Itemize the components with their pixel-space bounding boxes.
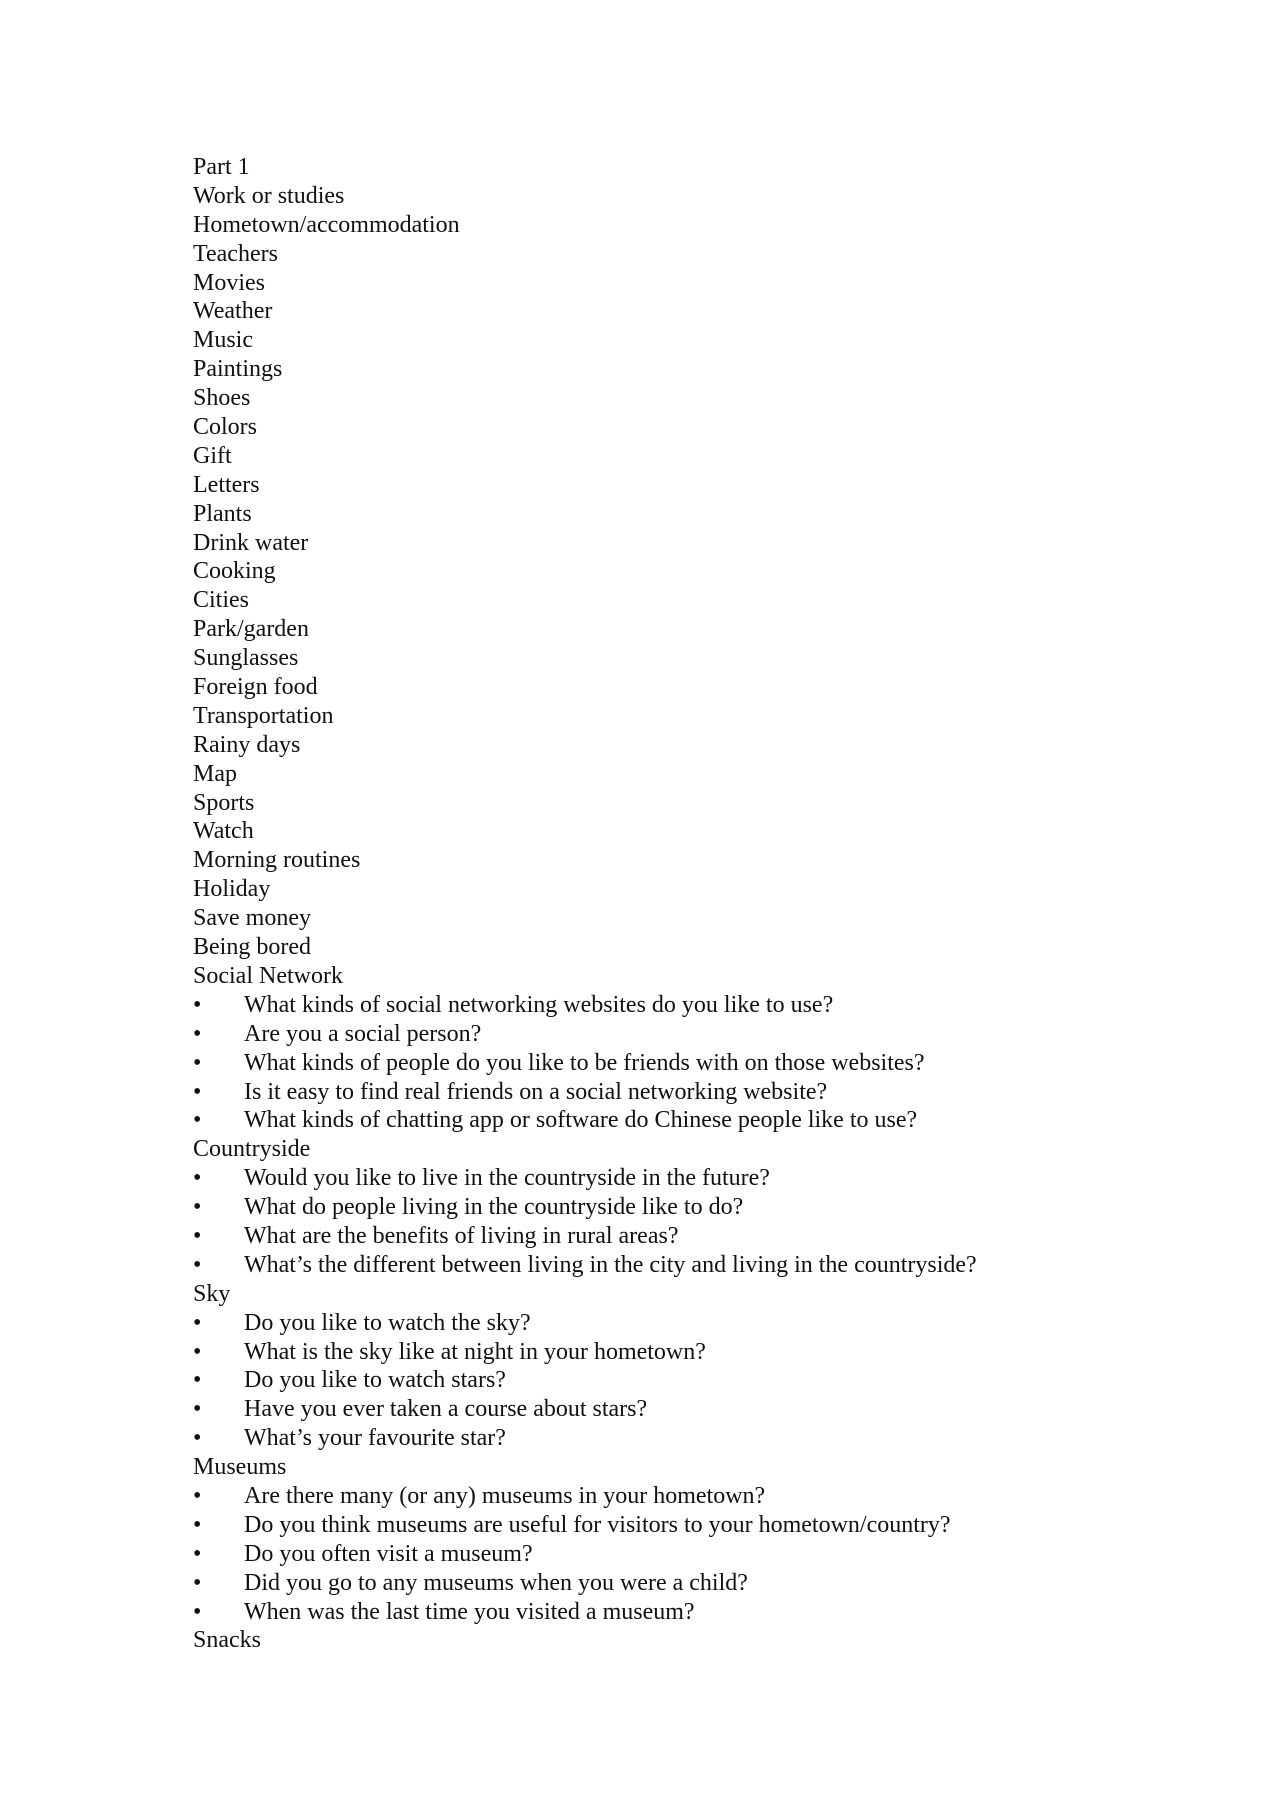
section-heading: Snacks (193, 1627, 261, 1654)
bullet-icon: • (193, 1569, 202, 1596)
question-item (193, 1395, 1193, 1424)
question-item (193, 1251, 1193, 1280)
question-text: What is the sky like at night in your hometown? (244, 1338, 706, 1365)
topic-item: Rainy days (193, 731, 301, 758)
topic-item: Being bored (193, 934, 311, 961)
topic-item: Cities (193, 587, 250, 614)
question-item (193, 1540, 1193, 1569)
question-text: Is it easy to find real friends on a social networking website? (244, 1078, 828, 1105)
question-item (193, 1569, 1193, 1598)
question-item (193, 1424, 1193, 1453)
topic-item: Weather (193, 298, 273, 325)
bullet-icon: • (193, 1511, 202, 1538)
topic-item: Work or studies (193, 182, 345, 209)
question-item (193, 1049, 1193, 1078)
topic-item: Sunglasses (193, 645, 299, 672)
topic-item: Map (193, 760, 237, 787)
section (193, 1453, 1193, 1626)
question-text: Do you like to watch the sky? (244, 1309, 531, 1336)
bullet-icon: • (193, 1598, 202, 1625)
topic-item: Gift (193, 442, 232, 469)
topic-item: Foreign food (193, 674, 318, 701)
question-item (193, 991, 1193, 1020)
bullet-icon: • (193, 1309, 202, 1336)
bullet-icon: • (193, 1078, 202, 1105)
section-heading: Museums (193, 1454, 287, 1481)
question-text: What kinds of people do you like to be friends with on those websites? (244, 1049, 925, 1076)
topic-item: Letters (193, 471, 260, 498)
bullet-icon: • (193, 1396, 202, 1423)
section (193, 962, 1193, 1135)
question-text: What do people living in the countryside like to do? (244, 1194, 744, 1221)
question-item (193, 1193, 1193, 1222)
topic-item: Colors (193, 414, 258, 441)
topic-list (193, 182, 1193, 962)
question-text: What kinds of social networking websites do you like to use? (244, 991, 834, 1018)
question-text: What are the benefits of living in rural areas? (244, 1222, 679, 1249)
bullet-icon: • (193, 1194, 202, 1221)
topic-item: Transportation (193, 702, 334, 729)
question-item (193, 1078, 1193, 1107)
topic-item: Movies (193, 269, 265, 296)
bullet-icon: • (193, 1165, 202, 1192)
question-item (193, 1106, 1193, 1135)
question-sections (193, 962, 1193, 1655)
topic-item: Cooking (193, 558, 276, 585)
bullet-icon: • (193, 1425, 202, 1452)
topic-item: Watch (193, 818, 254, 845)
question-text: Are there many (or any) museums in your hometown? (244, 1482, 766, 1509)
question-item (193, 1338, 1193, 1367)
question-item (193, 1020, 1193, 1049)
topic-item: Save money (193, 905, 311, 932)
bullet-icon: • (193, 1540, 202, 1567)
bullet-icon: • (193, 1222, 202, 1249)
question-item (193, 1366, 1193, 1395)
section-heading: Countryside (193, 1136, 311, 1163)
question-text: Are you a social person? (244, 1020, 482, 1047)
topic-item: Shoes (193, 385, 251, 412)
topic-item: Teachers (193, 240, 278, 267)
topic-item: Plants (193, 500, 252, 527)
topic-item: Sports (193, 789, 255, 816)
question-text: Do you often visit a museum? (244, 1540, 533, 1567)
bullet-icon: • (193, 1049, 202, 1076)
question-text: Would you like to live in the countryside in the future? (244, 1165, 770, 1192)
question-text: Did you go to any museums when you were a child? (244, 1569, 748, 1596)
topic-item: Music (193, 327, 253, 354)
bullet-icon: • (193, 1251, 202, 1278)
section-heading: Sky (193, 1280, 231, 1307)
question-item (193, 1511, 1193, 1540)
question-text: When was the last time you visited a museum? (244, 1598, 695, 1625)
question-item (193, 1222, 1193, 1251)
section (193, 1135, 1193, 1279)
question-item (193, 1482, 1193, 1511)
bullet-icon: • (193, 1020, 202, 1047)
topic-item: Park/garden (193, 616, 309, 643)
question-text: Have you ever taken a course about stars? (244, 1396, 648, 1423)
topic-item: Paintings (193, 356, 283, 383)
bullet-icon: • (193, 1367, 202, 1394)
question-item (193, 1309, 1193, 1338)
topic-item: Morning routines (193, 847, 361, 874)
section (193, 1280, 1193, 1453)
question-item (193, 1164, 1193, 1193)
bullet-icon: • (193, 991, 202, 1018)
bullet-icon: • (193, 1338, 202, 1365)
question-text: What’s the different between living in the city and living in the countryside? (244, 1251, 977, 1278)
question-item (193, 1598, 1193, 1627)
bullet-icon: • (193, 1107, 202, 1134)
document-content (193, 153, 1193, 1655)
question-text: Do you like to watch stars? (244, 1367, 506, 1394)
question-text: What’s your favourite star? (244, 1425, 506, 1452)
question-text: What kinds of chatting app or software do Chinese people like to use? (244, 1107, 918, 1134)
topic-item: Hometown/accommodation (193, 211, 460, 238)
topic-item: Drink water (193, 529, 309, 556)
topic-item: Holiday (193, 876, 271, 903)
question-text: Do you think museums are useful for visitors to your hometown/country? (244, 1511, 951, 1538)
section (193, 1626, 1193, 1655)
part-title: Part 1 (193, 154, 250, 180)
section-heading: Social Network (193, 962, 343, 989)
bullet-icon: • (193, 1482, 202, 1509)
